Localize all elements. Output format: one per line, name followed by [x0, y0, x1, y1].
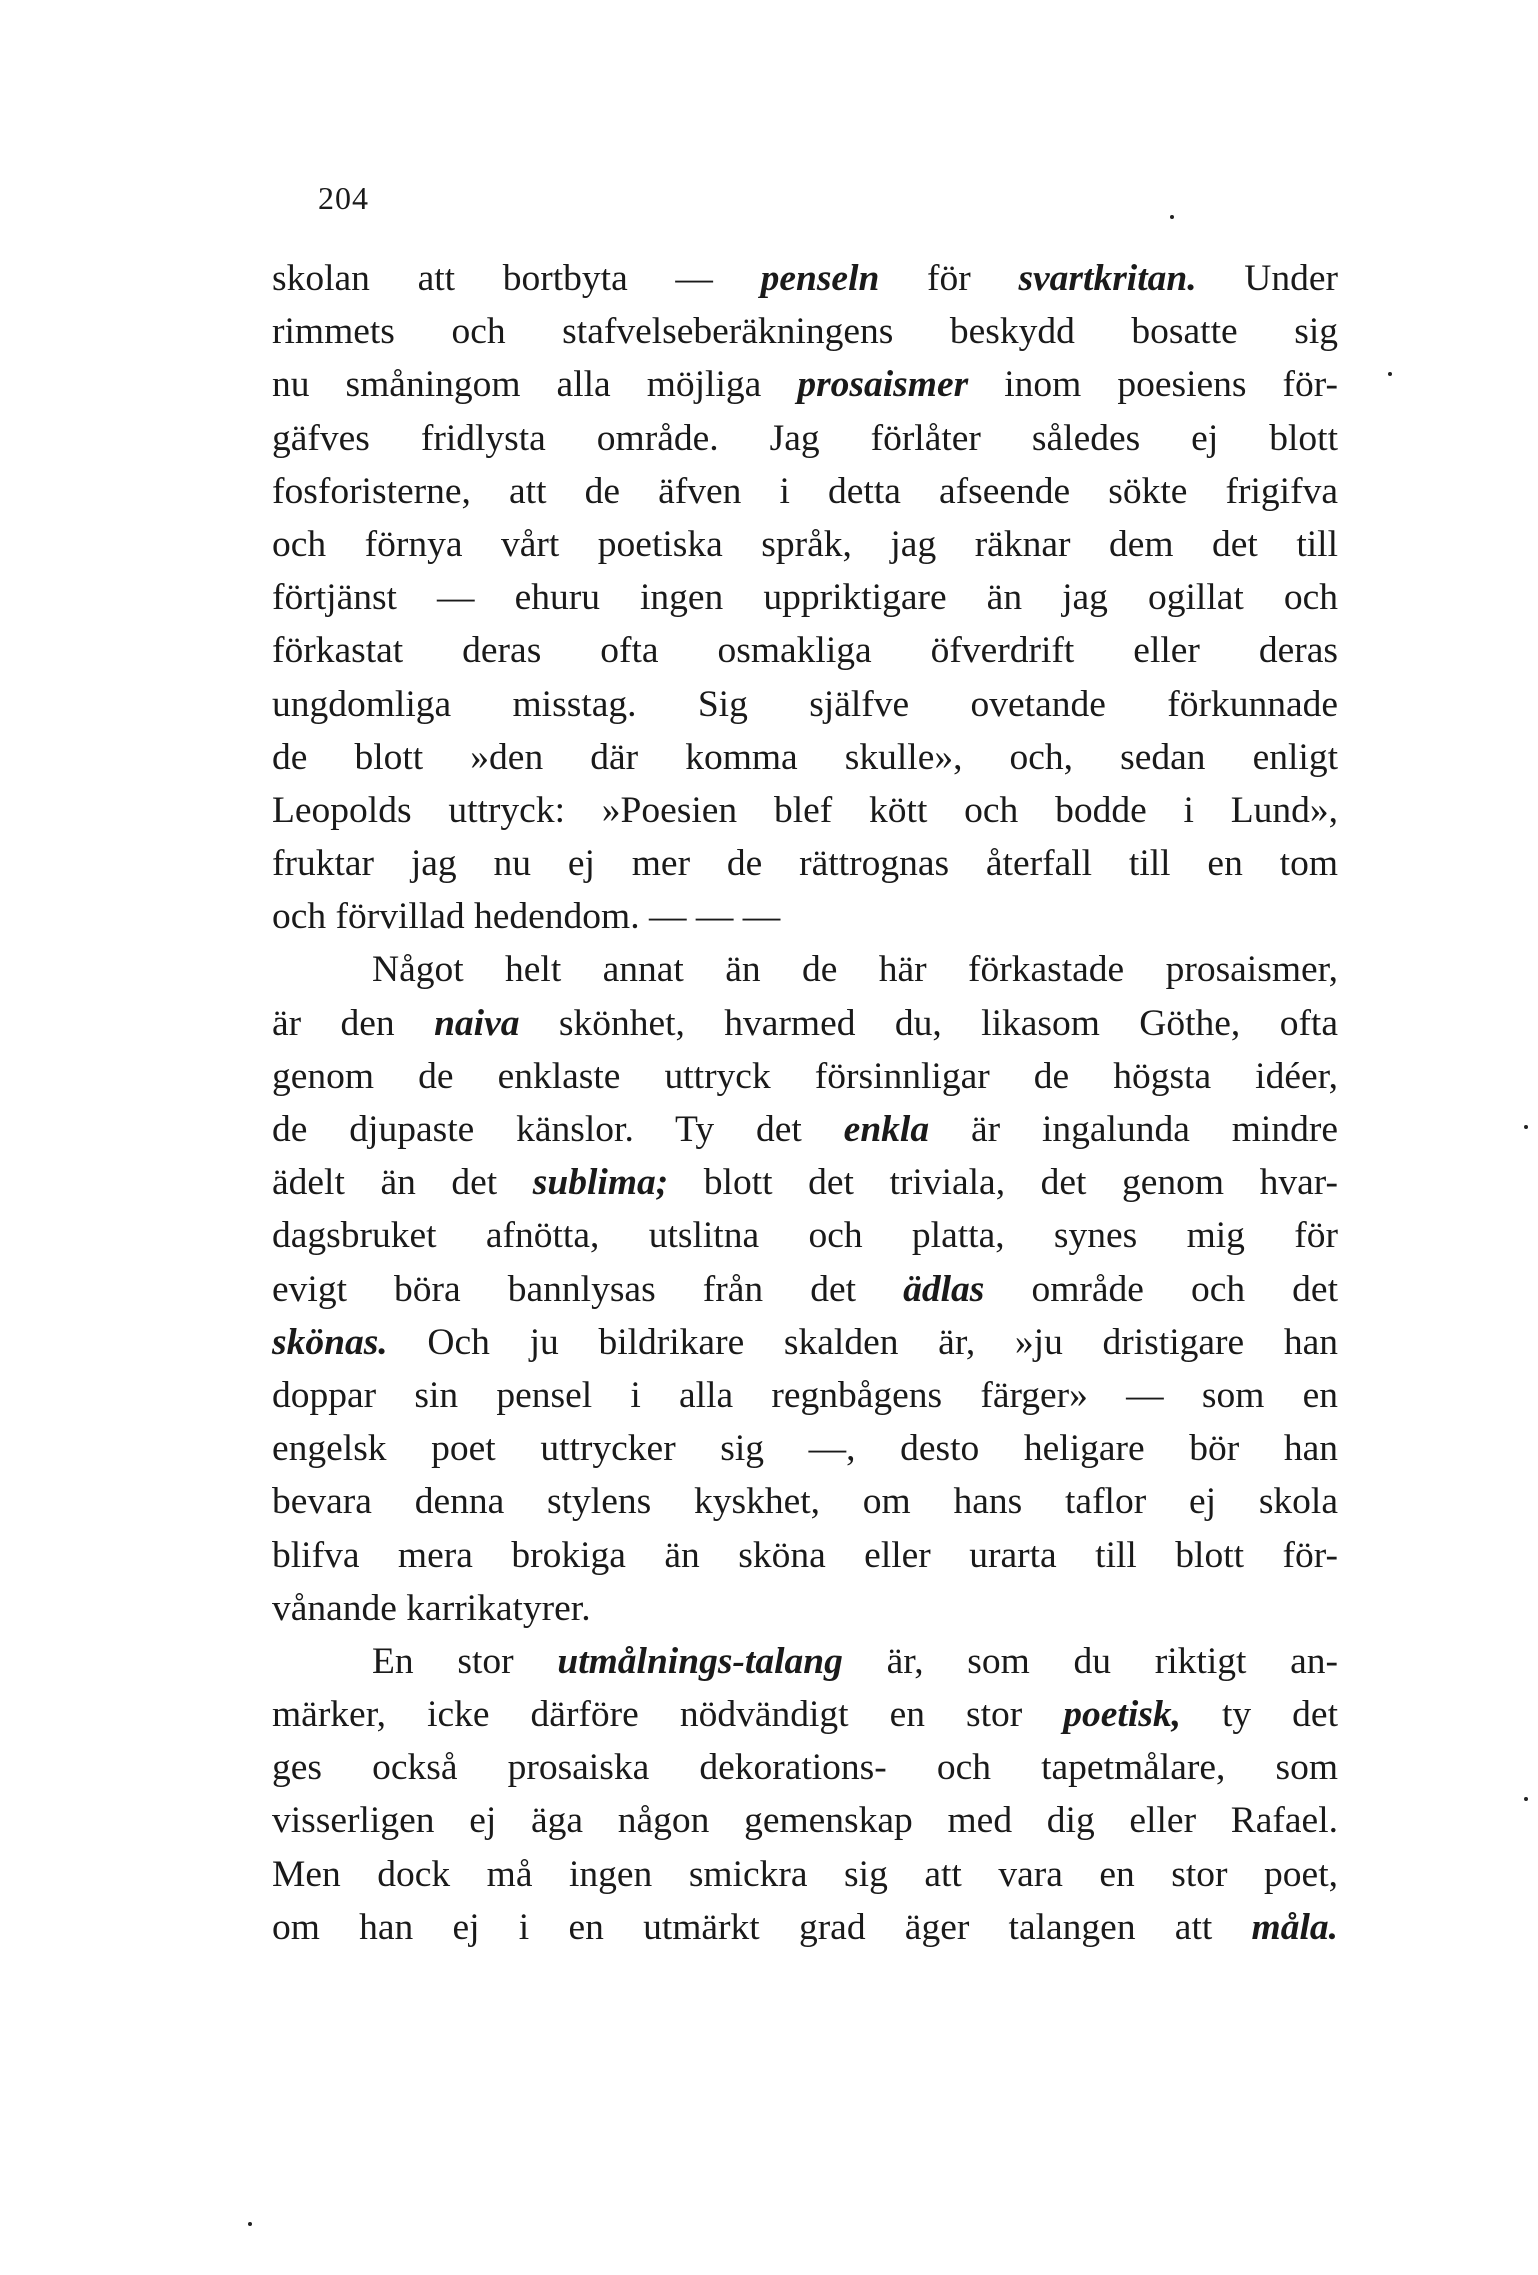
body-text — [272, 252, 1338, 1954]
text-line — [272, 890, 1338, 943]
margin-speck — [248, 2222, 252, 2226]
text-segment: de blott »den där komma skulle», och, sedan enligt — [272, 736, 1338, 778]
text-segment: En stor — [372, 1640, 558, 1682]
text-segment: genom de enklaste uttryck försinnligar de högsta idéer, — [272, 1055, 1338, 1097]
text-segment: dagsbruket afnötta, utslitna och platta, synes mig för — [272, 1215, 1338, 1257]
emphasis-text: svartkritan. — [1018, 258, 1197, 299]
text-segment: ädelt än det — [272, 1162, 533, 1204]
text-segment: fosforisterne, att de äfven i detta afseende sökte frigifva — [272, 470, 1338, 512]
text-segment: doppar sin pensel i alla regnbågens färger» — som en — [272, 1374, 1338, 1416]
margin-speck — [1388, 372, 1392, 376]
emphasis-text: prosaismer — [797, 364, 969, 406]
text-line — [272, 1050, 1338, 1103]
text-segment: vånande karrikatyrer. — [272, 1587, 591, 1629]
emphasis-text: penseln — [760, 258, 880, 299]
text-segment: inom poesiens för- — [968, 364, 1338, 406]
margin-speck — [1170, 215, 1174, 219]
text-line — [272, 943, 1338, 996]
text-segment: de djupaste känslor. Ty det — [272, 1109, 844, 1150]
text-line — [272, 571, 1338, 624]
text-line — [272, 1316, 1338, 1369]
text-line — [272, 1209, 1338, 1262]
text-line — [272, 1263, 1338, 1316]
text-line — [272, 518, 1338, 571]
text-segment: nu småningom alla möjliga — [272, 364, 798, 406]
text-segment: ges också prosaiska dekorations- och tapetmålare, som — [272, 1747, 1338, 1789]
text-segment: för — [879, 258, 1019, 299]
text-line — [272, 1794, 1338, 1847]
text-segment: Något helt annat än de här förkastade prosaismer, — [372, 949, 1338, 991]
text-line — [272, 678, 1338, 731]
emphasis-text: skönas. — [272, 1321, 388, 1363]
text-line — [272, 1848, 1338, 1901]
emphasis-text: enkla — [843, 1109, 930, 1150]
text-segment: rimmets och stafvelseberäkningens beskydd bosatte sig — [272, 311, 1338, 353]
text-segment: fruktar jag nu ej mer de rättrognas återfall till en tom — [272, 843, 1338, 885]
text-line — [272, 997, 1338, 1050]
text-segment: förtjänst — ehuru ingen uppriktigare än jag ogillat och — [272, 577, 1338, 619]
text-segment: blott det triviala, det genom hvar- — [668, 1162, 1338, 1204]
text-line — [272, 1529, 1338, 1582]
emphasis-text: naiva — [434, 1002, 520, 1044]
text-segment: och förnya vårt poetiska språk, jag räknar dem det till — [272, 523, 1338, 565]
text-line — [272, 1156, 1338, 1209]
text-segment: Och ju bildrikare skalden är, »ju dristigare han — [387, 1321, 1338, 1363]
text-line — [272, 252, 1338, 305]
text-segment: skolan att bortbyta — — [272, 258, 761, 299]
text-segment: evigt böra bannlysas från det — [272, 1268, 904, 1310]
text-line — [272, 465, 1338, 518]
text-line — [272, 1635, 1338, 1688]
text-segment: ungdomliga misstag. Sig själfve ovetande förkunnade — [272, 683, 1338, 725]
text-segment: gäfves fridlysta område. Jag förlåter således ej blott — [272, 417, 1338, 459]
emphasis-text: sublima; — [532, 1162, 669, 1204]
text-line — [272, 731, 1338, 784]
text-segment: blifva mera brokiga än sköna eller urarta till blott för- — [272, 1534, 1338, 1576]
text-line — [272, 837, 1338, 890]
text-segment: och förvillad hedendom. — — — — [272, 896, 781, 938]
text-line — [272, 1582, 1338, 1635]
page-number: 204 — [318, 180, 369, 216]
text-segment: ty det — [1180, 1694, 1338, 1736]
text-segment: förkastat deras ofta osmakliga öfverdrift eller deras — [272, 630, 1338, 672]
text-segment: är ingalunda mindre — [929, 1109, 1338, 1150]
text-line — [272, 1901, 1338, 1954]
text-line — [272, 1688, 1338, 1741]
text-line — [272, 412, 1338, 465]
text-segment: Leopolds uttryck: »Poesien blef kött och bodde i Lund», — [272, 789, 1338, 831]
text-line — [272, 305, 1338, 358]
emphasis-text: utmålnings-talang — [557, 1640, 843, 1682]
text-line — [272, 358, 1338, 411]
text-segment: Under — [1196, 258, 1339, 299]
margin-speck — [1524, 1125, 1528, 1129]
text-segment: bevara denna stylens kyskhet, om hans taflor ej skola — [272, 1481, 1338, 1523]
text-line — [272, 1369, 1338, 1422]
margin-speck — [1524, 1797, 1528, 1801]
text-segment: visserligen ej äga någon gemenskap med dig eller Rafael. — [272, 1800, 1338, 1842]
text-segment: Men dock må ingen smickra sig att vara en stor poet, — [272, 1853, 1338, 1895]
text-segment: är, som du riktigt an- — [842, 1640, 1338, 1682]
text-segment: märker, icke därföre nödvändigt en stor — [272, 1694, 1064, 1736]
text-segment: skönhet, hvarmed du, likasom Göthe, ofta — [519, 1002, 1338, 1044]
text-line — [272, 1475, 1338, 1528]
text-segment: engelsk poet uttrycker sig —, desto heligare bör han — [272, 1428, 1338, 1470]
text-line — [272, 1741, 1338, 1794]
text-line — [272, 624, 1338, 677]
text-line — [272, 1422, 1338, 1475]
text-segment: område och det — [984, 1268, 1338, 1310]
emphasis-text: poetisk, — [1063, 1694, 1181, 1736]
text-line — [272, 784, 1338, 837]
text-segment: är den — [272, 1002, 435, 1044]
text-segment: om han ej i en utmärkt grad äger talangen att — [272, 1906, 1252, 1948]
emphasis-text: ädlas — [903, 1268, 985, 1310]
emphasis-text: måla. — [1251, 1906, 1338, 1948]
text-line — [272, 1103, 1338, 1156]
